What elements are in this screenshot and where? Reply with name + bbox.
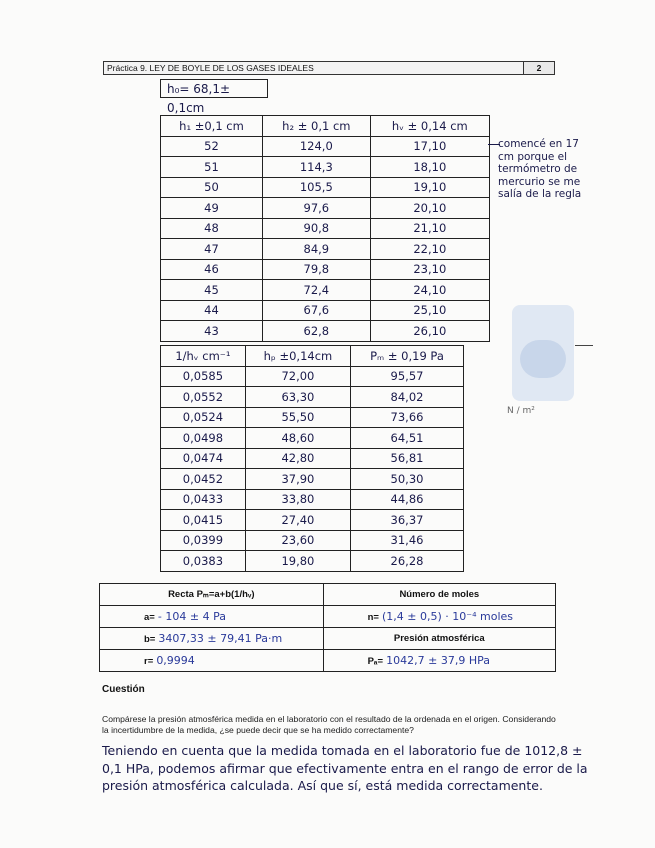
table2-cell: 26,28 — [351, 551, 464, 572]
table2-cell: 0,0383 — [161, 551, 246, 572]
table2-cell: 27,40 — [245, 510, 350, 531]
table1-cell: 44 — [161, 300, 263, 321]
table2-cell: 63,30 — [245, 387, 350, 408]
table-row — [161, 428, 464, 449]
table2-cell: 0,0498 — [161, 428, 246, 449]
table1-cell: 90,8 — [262, 218, 370, 239]
table2-cell: 84,02 — [351, 387, 464, 408]
table2-cell: 72,00 — [245, 366, 350, 387]
table-row — [161, 300, 490, 321]
a-value: - 104 ± 4 Pa — [157, 610, 226, 623]
question-title: Cuestión — [102, 684, 145, 695]
table2-cell: 0,0399 — [161, 530, 246, 551]
col-header-h2: h₂ ± 0,1 cm — [262, 116, 370, 137]
table2-cell: 0,0474 — [161, 448, 246, 469]
table1-cell: 26,10 — [370, 321, 489, 342]
margin-mark — [575, 345, 593, 346]
table2-cell: 36,37 — [351, 510, 464, 531]
table1-cell: 24,10 — [370, 280, 489, 301]
presion-title: Presión atmosférica — [323, 628, 555, 650]
b-cell — [100, 628, 324, 650]
table2-cell: 0,0452 — [161, 469, 246, 490]
table1-cell: 46 — [161, 259, 263, 280]
p-cell — [323, 650, 555, 672]
table1-cell: 72,4 — [262, 280, 370, 301]
table1-cell: 49 — [161, 198, 263, 219]
table1-cell: 25,10 — [370, 300, 489, 321]
table1-cell: 45 — [161, 280, 263, 301]
table1-cell: 84,9 — [262, 239, 370, 260]
a-label: a= — [144, 612, 155, 623]
table1-cell: 50 — [161, 177, 263, 198]
table-row — [161, 218, 490, 239]
table2-cell: 0,0524 — [161, 407, 246, 428]
table1-cell: 51 — [161, 157, 263, 178]
table1-cell: 43 — [161, 321, 263, 342]
table2-cell: 33,80 — [245, 489, 350, 510]
table1-cell: 97,6 — [262, 198, 370, 219]
table2-cell: 37,90 — [245, 469, 350, 490]
table1-cell: 47 — [161, 239, 263, 260]
a-cell — [100, 606, 324, 628]
moles-title: Número de moles — [323, 584, 555, 606]
n-cell — [323, 606, 555, 628]
table2-cell: 50,30 — [351, 469, 464, 490]
n-label: n= — [367, 612, 379, 623]
table2-cell: 64,51 — [351, 428, 464, 449]
table1-cell: 105,5 — [262, 177, 370, 198]
table1-cell: 23,10 — [370, 259, 489, 280]
table1-cell: 20,10 — [370, 198, 489, 219]
table-row — [161, 198, 490, 219]
table1-cell: 17,10 — [370, 136, 489, 157]
table-row — [161, 530, 464, 551]
table1-cell: 79,8 — [262, 259, 370, 280]
table-row — [161, 366, 464, 387]
table2-cell: 0,0552 — [161, 387, 246, 408]
col-header-h1: h₁ ±0,1 cm — [161, 116, 263, 137]
table-row — [161, 239, 490, 260]
r-value: 0,9994 — [156, 654, 195, 667]
table1-cell: 48 — [161, 218, 263, 239]
table1-cell: 22,10 — [370, 239, 489, 260]
table2-cell: 56,81 — [351, 448, 464, 469]
table2-cell: 55,50 — [245, 407, 350, 428]
table2-cell: 95,57 — [351, 366, 464, 387]
table1-cell: 114,3 — [262, 157, 370, 178]
table1-cell: 124,0 — [262, 136, 370, 157]
col-header-hp: hₚ ±0,14cm — [245, 346, 350, 367]
stamp-logo-inner — [520, 340, 566, 378]
h0-value: h₀= 68,1± 0,1cm — [160, 79, 268, 98]
col-header-hv: hᵥ ± 0,14 cm — [370, 116, 489, 137]
question-answer: Teniendo en cuenta que la medida tomada en el laboratorio fue de 1012,8 ± 0,1 HPa, podemos afirmar que efectivamente entra en el rango de error de la presión atmosférica calculada. Así que sí, está medida correctamente. — [102, 743, 588, 793]
recta-title: Recta Pₘ=a+b(1/hᵥ) — [100, 584, 324, 606]
table-row — [161, 136, 490, 157]
table2-cell: 0,0433 — [161, 489, 246, 510]
p-label: Pₐ= — [367, 656, 384, 667]
table-row — [161, 407, 464, 428]
results-table — [99, 583, 556, 672]
side-note: comencé en 17 cm porque el termómetro de mercurio se me salía de la regla — [498, 138, 582, 200]
table-pressures — [160, 345, 464, 572]
n-value: (1,4 ± 0,5) · 10⁻⁴ moles — [382, 610, 513, 623]
table2-cell: 44,86 — [351, 489, 464, 510]
page-header — [103, 61, 555, 75]
table-row — [161, 448, 464, 469]
table1-cell: 21,10 — [370, 218, 489, 239]
unit-note: N / m² — [507, 406, 535, 416]
r-label: r= — [144, 656, 154, 667]
b-value: 3407,33 ± 79,41 Pa·m — [158, 632, 283, 645]
table2-cell: 73,66 — [351, 407, 464, 428]
table-row — [161, 321, 490, 342]
table-row — [161, 469, 464, 490]
table-row — [161, 177, 490, 198]
table-row — [161, 259, 490, 280]
table1-cell: 62,8 — [262, 321, 370, 342]
table2-cell: 0,0585 — [161, 366, 246, 387]
table1-cell: 52 — [161, 136, 263, 157]
table1-cell: 18,10 — [370, 157, 489, 178]
table-row — [161, 387, 464, 408]
table1-cell: 19,10 — [370, 177, 489, 198]
table2-cell: 19,80 — [245, 551, 350, 572]
r-cell — [100, 650, 324, 672]
p-value: 1042,7 ± 37,9 HPa — [386, 654, 490, 667]
col-header-inv-hv: 1/hᵥ cm⁻¹ — [161, 346, 246, 367]
table-row — [161, 510, 464, 531]
table1-cell: 67,6 — [262, 300, 370, 321]
table-row — [161, 489, 464, 510]
table2-cell: 42,80 — [245, 448, 350, 469]
table-heights — [160, 115, 490, 342]
table2-cell: 23,60 — [245, 530, 350, 551]
table-row — [161, 280, 490, 301]
table2-cell: 0,0415 — [161, 510, 246, 531]
table-row — [161, 157, 490, 178]
page-number: 2 — [523, 62, 554, 74]
header-title: Práctica 9. LEY DE BOYLE DE LOS GASES IDEALES — [107, 63, 314, 73]
table-row — [161, 551, 464, 572]
table2-cell: 48,60 — [245, 428, 350, 449]
b-label: b= — [144, 634, 156, 645]
question-text: Compárese la presión atmosférica medida en el laboratorio con el resultado de la ordenada en el origen. Considerando la incertidumbre de la medida, ¿se puede decir que se ha medido correctamente? — [102, 714, 556, 735]
col-header-pm: Pₘ ± 0,19 Pa — [351, 346, 464, 367]
table2-cell: 31,46 — [351, 530, 464, 551]
